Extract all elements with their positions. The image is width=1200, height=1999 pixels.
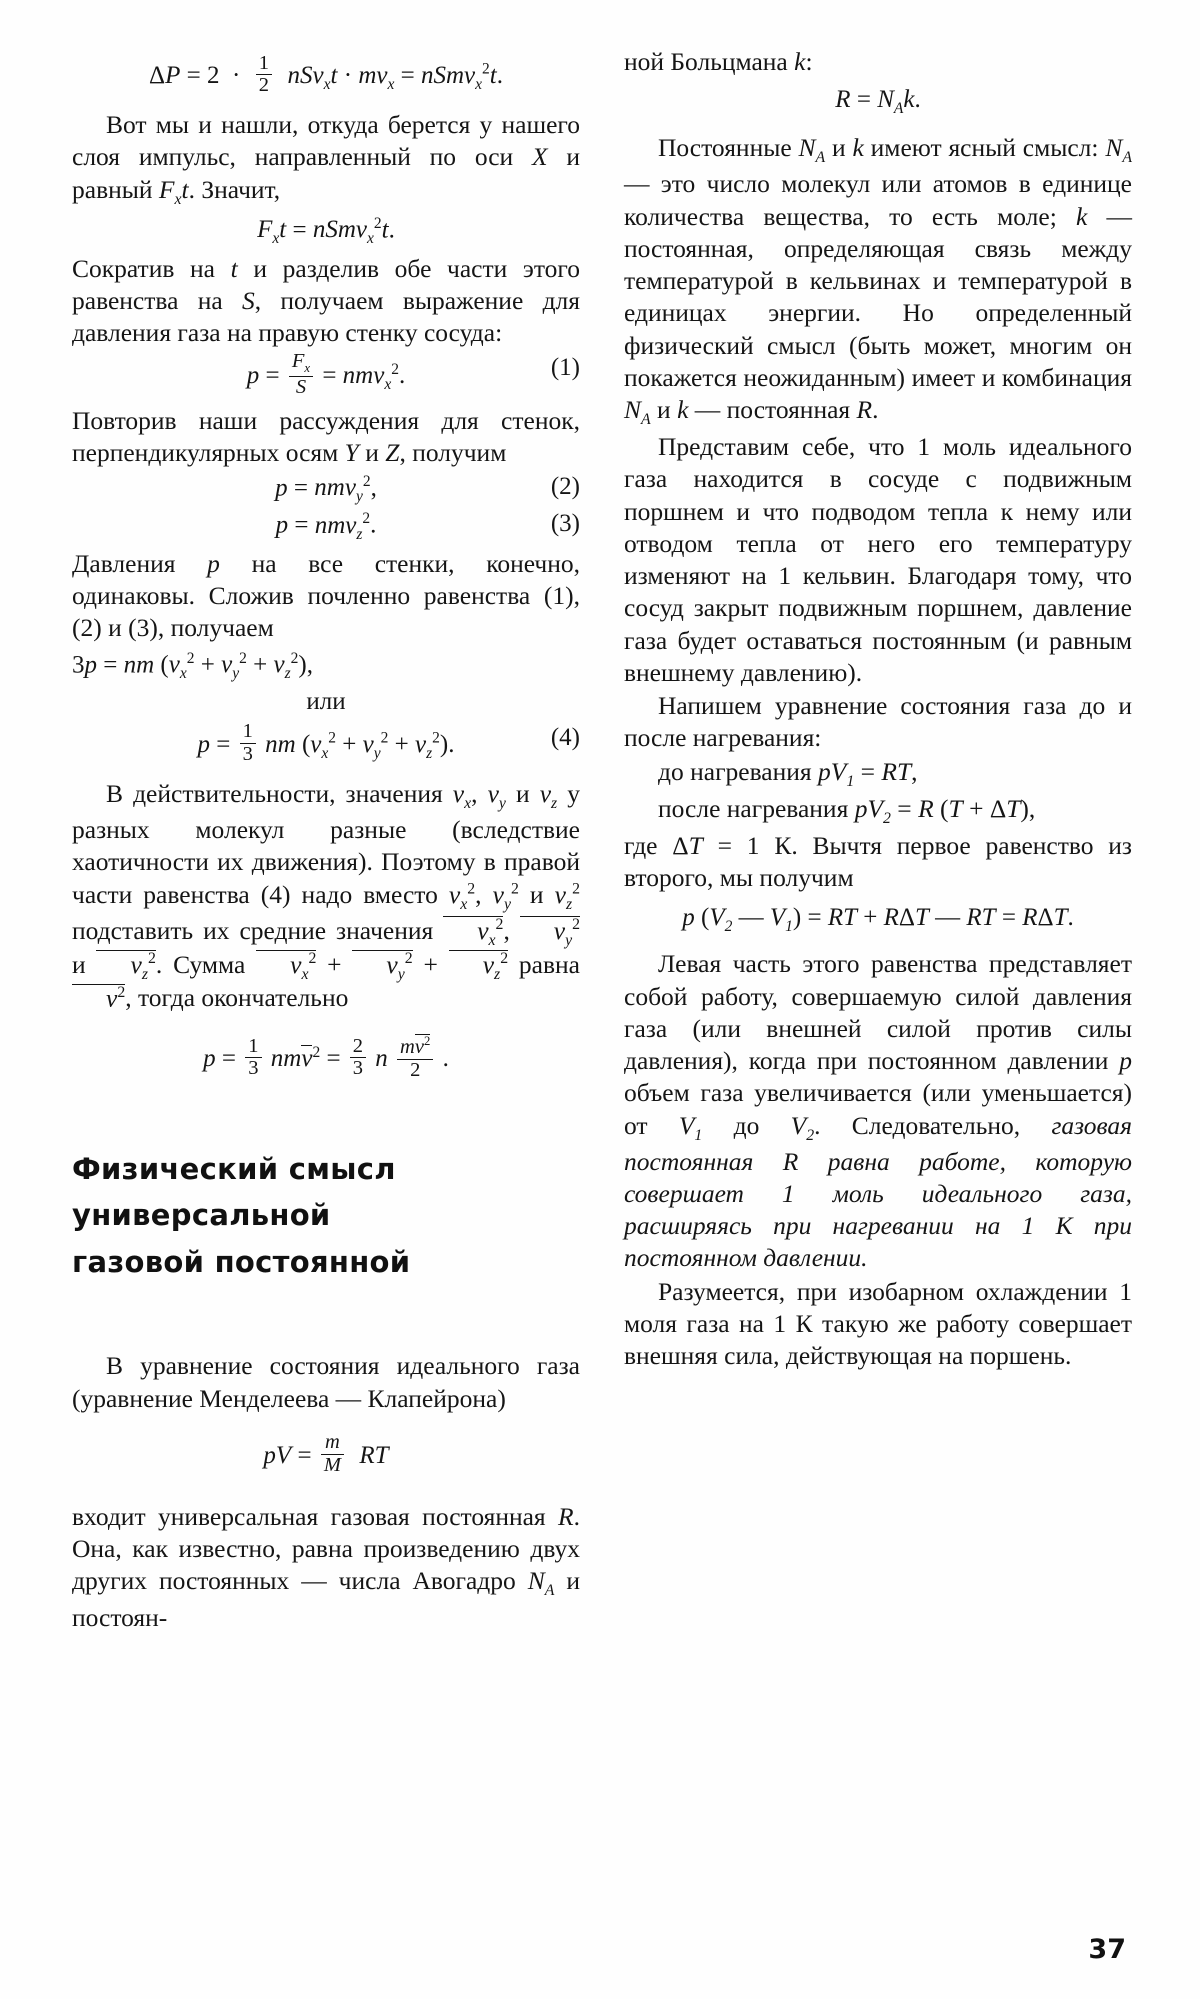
section-heading-line-2: универсальной [72, 1198, 331, 1233]
equation-delta-p: ΔP = 2 · $\frac{1}{2}$ $nSv_xt \cdot mv_x$ = nSmv$_x^2$t. [149, 51, 503, 97]
paragraph-right-7: Разумеется, при изобарном охлаждении 1 моля газа на 1 К такую же работу совершает внешняя сила, действующая на поршень. [624, 1276, 1132, 1371]
paragraph-left-5: В действительности, значения $v_x$, $v_y$ и $v_z$ у разных молекул разные (вследствие хаотичности их движения). Поэтому в правой части равенства (4) надо вместо $v_x^2$, $v_y^2$ и $v_z^2$ подставить их средние значения $v_x^2$, $v_y^2$ и $v_z^2$. Сумма $v_x^2 + v_y^2 + v_z^2$ равна $v^2$, тогда окончательно [72, 778, 581, 1013]
paragraph-left-1: Вот мы и нашли, откуда берется у нашего слоя импульс, направленный по оси X и равный $F_xt$. Значит, [72, 110, 580, 208]
equation-r-na-k: $R = N_Ak$. [835, 86, 921, 118]
paragraph-right-4: Напишем уравнение состояния газа до и после нагревания: [624, 691, 1132, 753]
two-column-layout [72, 46, 1132, 1635]
paragraph-left-7: входит универсальная газовая постоянная R. Она, как известно, равна произведению двух других постоянных — числа Авогадро $N_A$ и постоян- [72, 1501, 580, 1632]
equation-2-number: (2) [550, 473, 580, 501]
paragraph-right-1: ной Больцмана k: [624, 47, 813, 76]
equation-1-number: (1) [550, 353, 580, 381]
paragraph-left-2: Сократив на t и разделив обе части этого равенства на S, получаем выражение для давления газа на правую стенку сосуда: [72, 253, 580, 348]
left-column [72, 46, 580, 1635]
section-heading-line-3: газовой постоянной [72, 1245, 411, 1280]
equation-final-pressure: p = $\frac{1}{3}$ nmv$^2$ = $\frac{2}{3}$ n $\frac{mv^2}{2}$ . [203, 1034, 449, 1081]
equation-2: p = nmv$_y^2$, (2) [275, 473, 580, 506]
line-after-heating: после нагревания $pV_2 = R$ (T + ΔT), [658, 793, 1036, 827]
section-heading-line-1: Физический смысл [72, 1151, 396, 1186]
paragraph-right-6: Левая часть этого равенства представляет собой работу, совершаемую силой давления газа (или внешней силой против силы давления), когда при постоянном давлении p объем газа увеличивается (или уменьшается) от $V_1$ до $V_2$. Следовательно, газовая постоянная R равна работе, которую совершает 1 моль идеального газа, расширяясь при нагревании на 1 К при постоянном давлении. [624, 949, 1132, 1273]
equation-work: p ($V_2$ — $V_1$) = RT + RΔT — RT = RΔT. [682, 904, 1074, 936]
equation-3p: 3p = nm $(v_x^2 + v_y^2 + v_z^2)$, [72, 649, 313, 682]
section-heading [72, 1146, 580, 1287]
paragraph-right-5: где ΔT = 1 К. Вычтя первое равенство из второго, мы получим [624, 830, 1132, 893]
equation-1: p = $\frac{F_x}{S}$ = nmv$_x^2$. (1) [246, 350, 580, 398]
equation-3-number: (3) [550, 510, 580, 538]
section-spacer [72, 1286, 580, 1350]
or-word [72, 688, 580, 716]
or-word-text: или [306, 687, 346, 715]
paragraph-left-4: Давления p на все стенки, конечно, одинаковы. Сложив почленно равенства (1), (2) и (3), получаем [72, 548, 580, 643]
equation-3: p = nmv$_z^2$. (3) [275, 510, 580, 543]
paragraph-right-2: Постоянные $N_A$ и k имеют ясный смысл: $N_A$ — это число молекул или атомов в единице количества вещества, то есть моле; k — постоянная, определяющая связь между температурой в кельвинах и температурой в единицах энергии. Но определенный физический смысл (быть может, многим он покажется неожиданным) имеет и комбинация $N_A$ и k — постоянная R. [624, 133, 1132, 429]
paragraph-left-6: В уравнение состояния идеального газа (уравнение Менделеева — Клапейрона) [72, 1351, 580, 1413]
page-number: 37 [1088, 1934, 1126, 1965]
paragraph-right-3: Представим себе, что 1 моль идеального газа находится в сосуде с подвижным поршнем и что подводом тепла к нему или отводом тепла от него его температуру изменяют на 1 кельвин. Благодаря тому, что сосуд закрыт подвижным поршнем, давление газа будет оставаться постоянным (и равным внешнему давлению). [624, 432, 1132, 687]
paragraph-left-3: Повторив наши рассуждения для стенок, перпендикулярных осям Y и Z, получим [72, 405, 580, 467]
equation-4-number: (4) [550, 723, 580, 751]
equation-pv: pV = $\frac{m}{M}$ RT [263, 1431, 389, 1476]
line-before-heating: до нагревания $pV_1$ = RT, [658, 756, 918, 790]
equation-4: p = $\frac{1}{3}$ nm $(v_x^2 + v_y^2 + v_z^2)$. (4) [197, 720, 580, 765]
equation-fxt: $F_xt$ = nSmv$_x^2$t. [257, 214, 395, 247]
right-column [624, 46, 1132, 1373]
